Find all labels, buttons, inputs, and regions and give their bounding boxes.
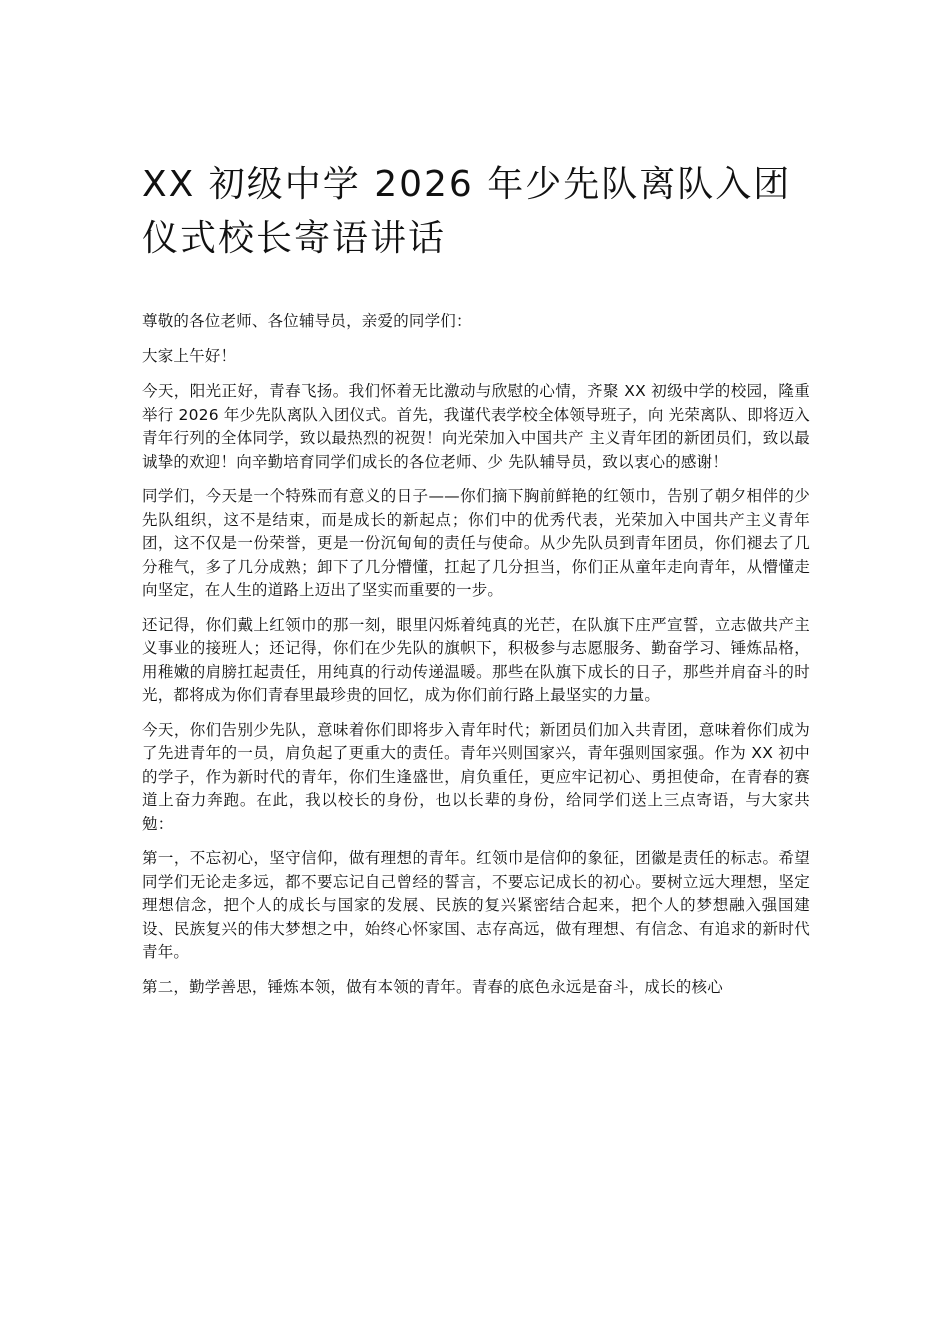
body-paragraph: 今天，你们告别少先队，意味着你们即将步入青年时代；新团员们加入共青团，意味着你们成为了先进青年的一员，肩负起了更重大的责任。青年兴则国家兴，青年强则国家强。作为 XX 初中的学子，作为新时代的青年，你们生逢盛世，肩负重任，更应牢记初心、勇担使命，在青春的赛道上奋力奔跑。在此，我以校长的身份，也以长辈的身份，给同学们送上三点寄语，与大家共勉：: [142, 720, 810, 833]
greeting-paragraph: 大家上午好！: [142, 346, 237, 365]
salutation-paragraph: 尊敬的各位老师、各位辅导员，亲爱的同学们：: [142, 312, 472, 330]
document-body: [142, 310, 810, 1010]
page-title: XX 初级中学 2026 年少先队离队入团仪式校长寄语讲话: [142, 164, 792, 259]
body-paragraph: 第一，不忘初心，坚守信仰，做有理想的青年。红领巾是信仰的象征，团徽是责任的标志。希望同学们无论走多远，都不要忘记自己曾经的誓言，不要忘记成长的初心。要树立远大理想，坚定理想信念，把个人的成长与国家的发展、民族的复兴紧密结合起来，把个人的梦想融入强国建设、民族复兴的伟大梦想之中，始终心怀家国、志存高远，做有理想、有信念、有追求的新时代青年。: [142, 849, 810, 961]
opening-paragraph: 今天，阳光正好，青春飞扬。我们怀着无比激动与欣慰的心情，齐聚 XX 初级中学的校园，隆重举行 2026 年少先队离队入团仪式。首先，我谨代表学校全体领导班子，向 光荣离队、即将迈入青年行列的全体同学，致以最热烈的祝贺！向光荣加入中国共产 主义青年团的新团员们，致以最诚挚的欢迎！向辛勤培育同学们成长的各位老师、少 先队辅导员，致以衷心的感谢！: [142, 382, 810, 471]
body-paragraph: 同学们，今天是一个特殊而有意义的日子——你们摘下胸前鲜艳的红领巾，告别了朝夕相伴的少先队组织，这不是结束，而是成长的新起点；你们中的优秀代表，光荣加入中国共产主义青年团，这不仅是一份荣誉，更是一份沉甸甸的责任与使命。从少先队员到青年团员，你们褪去了几分稚气，多了几分成熟；卸下了几分懵懂，扛起了几分担当，你们正从童年走向青年，从懵懂走向坚定，在人生的道路上迈出了坚实而重要的一步。: [142, 487, 810, 599]
body-paragraph: 第二，勤学善思，锤炼本领，做有本领的青年。青春的底色永远是奋斗，成长的核心: [142, 977, 723, 996]
body-paragraph: 还记得，你们戴上红领巾的那一刻，眼里闪烁着纯真的光芒，在队旗下庄严宣誓，立志做共产主义事业的接班人；还记得，你们在少先队的旗帜下，积极参与志愿服务、勤奋学习、锤炼品格，用稚嫩的肩膀扛起责任，用纯真的行动传递温暖。那些在队旗下成长的日子，那些并肩奋斗的时光，都将成为你们青春里最珍贵的回忆，成为你们前行路上最坚实的力量。: [142, 615, 810, 704]
